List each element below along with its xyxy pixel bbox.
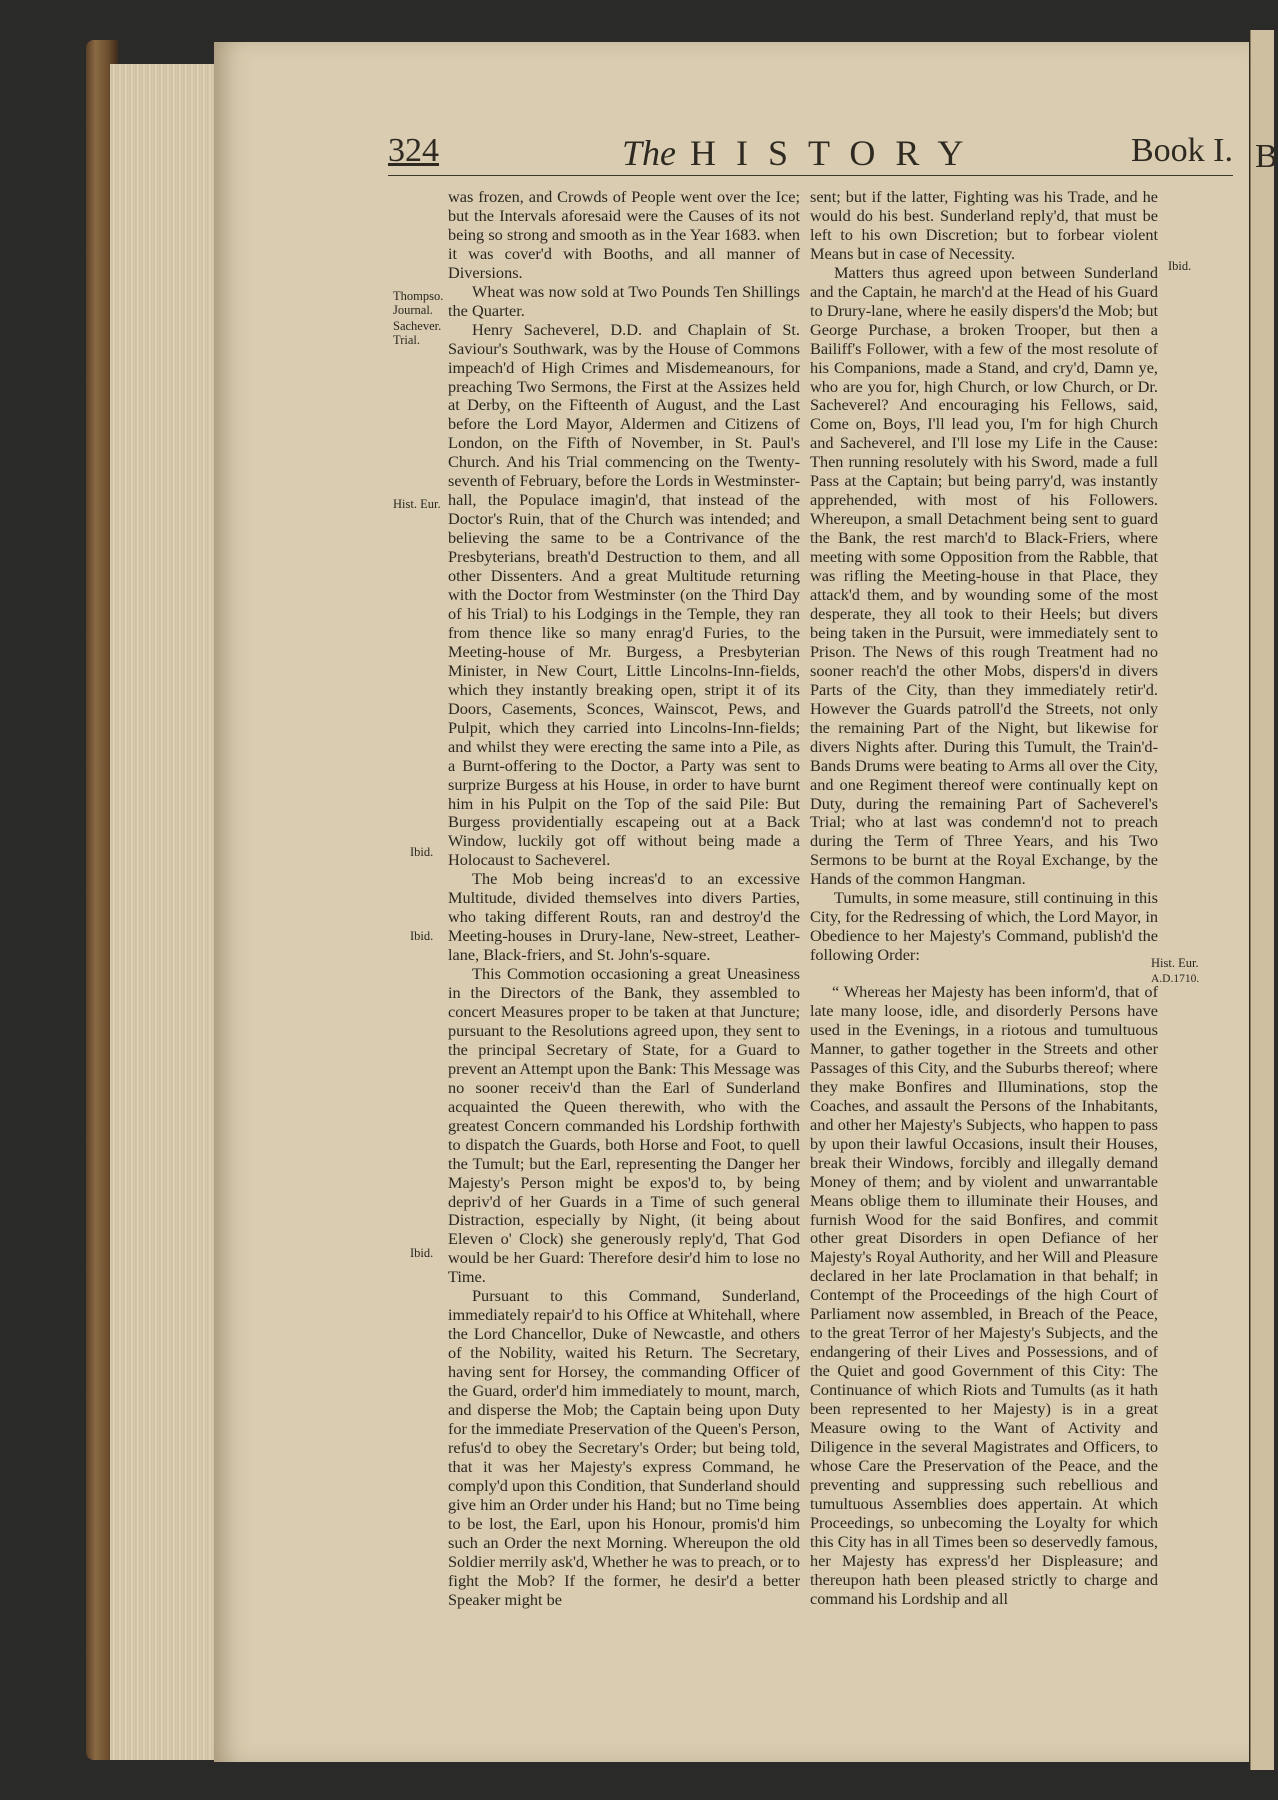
paragraph: Tumults, in some measure, still continuing in this City, for the Redressing of which, the Lord Mayor, in Obedience to her Majesty's Command, publish'd the following Order:: [810, 888, 1158, 965]
title-history: HISTORY: [690, 133, 984, 173]
book-label: Book I.: [1131, 132, 1233, 169]
page-edges: [110, 64, 226, 1760]
paragraph: The Mob being increas'd to an excessive Multitude, divided themselves into divers Parties, who taking different Routs, ran and destroy'd the Meeting-houses in Drury-lane, New-street, Leather-lane, Black-friers, and St. John's-square.: [448, 869, 800, 965]
title-the: The: [622, 133, 676, 173]
paragraph: Henry Sacheverel, D.D. and Chaplain of St. Saviour's Southwark, was by the House of Commons impeach'd of High Crimes and Misdemeanours, for preaching Two Sermons, the First at the Assizes held at Derby, on the Fifteenth of August, and the Last before the Lord Mayor, Aldermen and Citizens of London, on the Fifth of November, in St. Paul's Church. And his Trial commencing on the Twenty-seventh of February, before the Lords in Westminster-hall, the Populace imagin'd, that instead of the Doctor's Ruin, that of the Church was intended; and believing the same to be a Contrivance of the Presbyterians, breath'd Destruction to them, and all other Dissenters. And a great Multitude returning with the Doctor from Westminster (on the Third Day of his Trial) to his Lodgings in the Temple, they ran from thence like so many enrag'd Furies, to the Meeting-house of Mr. Burgess, a Presbyterian Minister, in New Court, Little Lincolns-Inn-fields, which they instantly breaking open, stript it of its Doors, Casements, Sconces, Wainscot, Pews, and Pulpit, which they carried into Lincolns-Inn-fields; and whilst they were erecting the same into a Pile, as a Burnt-offering to the Doctor, a Party was sent to surprize Burgess at his House, in order to have burnt him in his Pulpit on the Top of the said Pile: But Burgess providentially escapeing out at a Back Window, luckily got off without being made a Holocaust to Sacheverel.: [448, 319, 800, 870]
paragraph: Matters thus agreed upon between Sunderland and the Captain, he march'd at the Head of his Guard to Drury-lane, where he easily dispers'd the Mob; but George Purchase, a broken Trooper, but then a Bailiff's Follower, with a few of the most resolute of his Companions, made a Stand, and cry'd, Damn ye, who are you for, high Church, or low Church, or Dr. Sacheverel? And encouraging his Fellows, said, Come on, Boys, I'll lead you, I'm for high Church and Sacheverel, and I'll lose my Life in the Cause: Then running resolutely with his Sword, made a full Pass at the Captain; but being parry'd, was instantly apprehended, with most of his Followers. Whereupon, a small Detachment being sent to guard the Bank, the rest march'd to Black-Friers, where meeting with some Opposition from the Rabble, that was rifling the Meeting-house in that Place, they attack'd them, and by wounding some of the most desperate, they all took to their Heels; but divers being taken in the Pursuit, were immediately sent to Prison. The News of this rough Treatment had no sooner reach'd the other Mobs, dispers'd in divers Parts of the City, than they immediately retir'd. However the Guards patroll'd the Streets, not only the remaining Part of the Night, but likewise for divers Nights after. During this Tumult, the Train'd-Bands Drums were beating to Arms all over the City, and one Regiment thereof were continually kept on Duty, during the remaining Part of Sacheverel's Trial; who at last was condemn'd not to preach during the Term of Three Years, and his Two Sermons to be burnt at the Royal Exchange, by the Hands of the common Hangman.: [810, 262, 1158, 889]
margin-note-ibid-right: Ibid.: [1168, 259, 1192, 273]
margin-note-thompson: Thompso. Journal.: [393, 289, 444, 317]
next-page-fragment: B: [1255, 138, 1278, 175]
running-header: [388, 130, 1233, 180]
paragraph: was frozen, and Crowds of People went over the Ice; but the Intervals aforesaid were the Causes of its not being so strong and smooth as in the Year 1683. when it was cover'd with Booths, and all manner of Diversions.: [448, 187, 800, 282]
paragraph: Wheat was now sold at Two Pounds Ten Shillings the Quarter.: [448, 281, 800, 320]
margin-note-hist-eur-right: Hist. Eur.: [1151, 956, 1199, 970]
margin-note-hist-eur: Hist. Eur.: [393, 497, 441, 511]
paragraph: This Commotion occasioning a great Uneasiness in the Directors of the Bank, they assembled to concert Measures proper to be taken at that Juncture; pursuant to the Resolutions agreed upon, they sent to the principal Secretary of State, for a Guard to prevent an Attempt upon the Bank: This Message was no sooner receiv'd than the Earl of Sunderland acquainted the Queen therewith, who with the greatest Concern commanded his Lordship forthwith to dispatch the Guards, both Horse and Foot, to quell the Tumult; but the Earl, representing the Danger her Majesty's Person might be expos'd to, by being depriv'd of her Guards in a Time of such general Distraction, especially by Night, (it being about Eleven o' Clock) she generously reply'd, That God would be her Guard: Therefore desir'd him to lose no Time.: [448, 964, 800, 1287]
margin-note-ibid: Ibid.: [410, 929, 434, 943]
paragraph: sent; but if the latter, Fighting was his Trade, and he would do his best. Sunderland reply'd, that must be left to his own Discretion; but to forbear violent Means but in case of Necessity.: [810, 187, 1158, 263]
header-rule: [388, 175, 1233, 176]
right-column: [810, 188, 1158, 1609]
running-title: [622, 132, 983, 174]
page-number: 324: [388, 132, 439, 169]
paragraph: Pursuant to this Command, Sunderland, immediately repair'd to his Office at Whitehall, where the Lord Chancellor, Duke of Newcastle, and others of the Nobility, waited his Return. The Secretary, having sent for Horsey, the commanding Officer of the Guard, order'd him immediately to mount, march, and disperse the Mob; the Captain being upon Duty for the immediate Preservation of the Queen's Person, refus'd to obey the Secretary's Order; but being told, that it was her Majesty's express Command, he comply'd upon this Condition, that Sunderland should give him an Order under his Hand; but no Time being to be lost, the Earl, upon his Honour, promis'd him such an Order the next Morning. Whereupon the old Soldier merrily ask'd, Whether he was to preach, or to fight the Mob? If the former, he desir'd a better Speaker might be: [448, 1286, 800, 1609]
margin-note-sachever: Sachever. Trial.: [393, 319, 442, 347]
proclamation-quote: “ Whereas her Majesty has been inform'd, that of late many loose, idle, and disorderly Persons have used in the Evenings, in a riotous and tumultuous Manner, to gather together in the Streets and other Passages of this City, and the Suburbs thereof; where they make Bonfires and Illuminations, stop the Coaches, and assault the Persons of the Inhabitants, and other her Majesty's Subjects, who happen to pass by upon their lawful Occasions, insult their Houses, break their Windows, forcibly and illegally demand Money of them; and by violent and unwarrantable Means oblige them to illuminate their Houses, and furnish Wood for the said Bonfires, and commit other great Disorders in open Defiance of her Majesty's Royal Authority, and her Will and Pleasure declared in her late Proclamation in that behalf; in Contempt of the Proceedings of the high Court of Parliament now assembled, in Breach of the Peace, to the great Terror of her Majesty's Subjects, and the endangering of their Lives and Possessions, and of the Quiet and good Government of this City: The Continuance of which Riots and Tumults (as it hath been represented to her Majesty) is in a great Measure owing to the Want of Activity and Diligence in the several Magistrates and Officers, to whose Care the Preservation of the Peace, and the preventing and suppressing such rebellious and tumultuous Assemblies does appertain. At which Proceedings, so unbecoming the Loyalty for which this City has in all Times been so deservedly famous, her Majesty has express'd her Displeasure; and thereupon hath been pleased strictly to charge and command his Lordship and all: [810, 982, 1158, 1608]
left-column: [448, 188, 800, 1609]
next-page-edge: [1250, 30, 1278, 1770]
margin-note-ibid: Ibid.: [410, 1246, 434, 1260]
margin-note-year: A.D.1710.: [1151, 973, 1200, 985]
margin-note-ibid: Ibid.: [410, 845, 434, 859]
